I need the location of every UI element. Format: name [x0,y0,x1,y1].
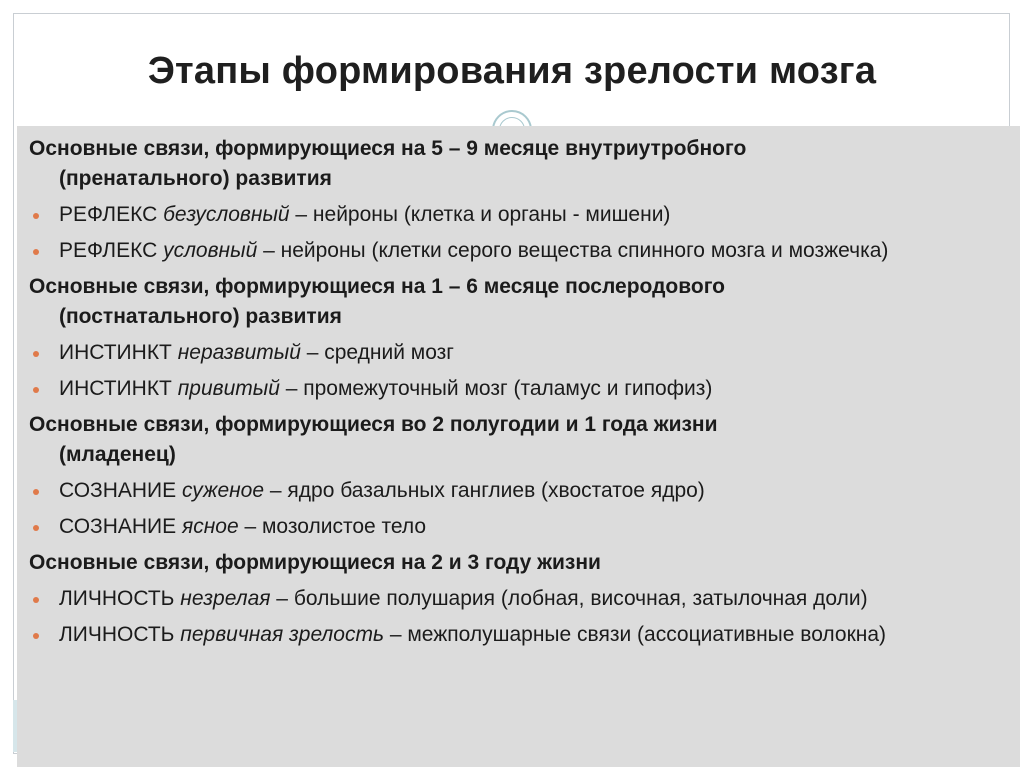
item-term: РЕФЛЕКС [59,239,164,262]
list-item [29,338,1004,368]
list-item [29,584,1004,614]
bullet-icon [33,387,39,393]
item-description: – нейроны (клетки серого вещества спинного мозга и мозжечка) [257,239,889,262]
bullet-icon [33,489,39,495]
item-term: ЛИЧНОСТЬ [59,623,181,646]
list-item [29,374,1004,404]
item-description: – мозолистое тело [238,515,427,538]
bullet-icon [33,597,39,603]
bullet-icon [33,351,39,357]
list-item [29,200,1004,230]
item-kind: безусловный [163,203,290,226]
slide-title: Этапы формирования зрелости мозга [147,50,877,92]
item-kind: ясное [182,515,239,538]
bullet-icon [33,633,39,639]
list-item [29,512,1004,542]
item-kind: привитый [177,377,280,400]
item-kind: незрелая [180,587,271,610]
item-description: – нейроны (клетка и органы - мишени) [289,203,671,226]
section-heading [29,410,1004,470]
content-panel [17,126,1020,767]
item-description: – большие полушария (лобная, височная, затылочная доли) [270,587,868,610]
item-term: РЕФЛЕКС [59,203,164,226]
section-heading [29,134,1004,194]
section-heading-line1: Основные связи, формирующиеся на 2 и 3 году жизни [29,551,601,574]
section-heading-line2: (постнатального) развития [59,305,342,328]
item-kind: первичная зрелость [180,623,384,646]
item-term: ЛИЧНОСТЬ [59,587,181,610]
list-item [29,620,1004,650]
section-heading-line1: Основные связи, формирующиеся на 1 – 6 месяце послеродового [29,275,726,298]
list-item [29,476,1004,506]
section-heading [29,548,1004,578]
content-list [29,134,1004,656]
item-term: ИНСТИНКТ [59,377,178,400]
item-description: – средний мозг [300,341,454,364]
item-kind: неразвитый [177,341,301,364]
item-term: ИНСТИНКТ [59,341,178,364]
bullet-icon [33,213,39,219]
section-heading-line1: Основные связи, формирующиеся во 2 полугодии и 1 года жизни [29,413,718,436]
item-term: СОЗНАНИЕ [59,479,182,502]
item-description: – ядро базальных ганглиев (хвостатое ядро) [264,479,705,502]
section-heading [29,272,1004,332]
bullet-icon [33,249,39,255]
item-description: – межполушарные связи (ассоциативные волокна) [384,623,887,646]
item-kind: условный [163,239,258,262]
section-heading-line1: Основные связи, формирующиеся на 5 – 9 месяце внутриутробного [29,137,747,160]
section-heading-line2: (младенец) [59,443,176,466]
item-kind: суженое [182,479,265,502]
bullet-icon [33,525,39,531]
item-term: СОЗНАНИЕ [59,515,182,538]
item-description: – промежуточный мозг (таламус и гипофиз) [279,377,713,400]
list-item [29,236,1004,266]
section-heading-line2: (пренатального) развития [59,167,332,190]
